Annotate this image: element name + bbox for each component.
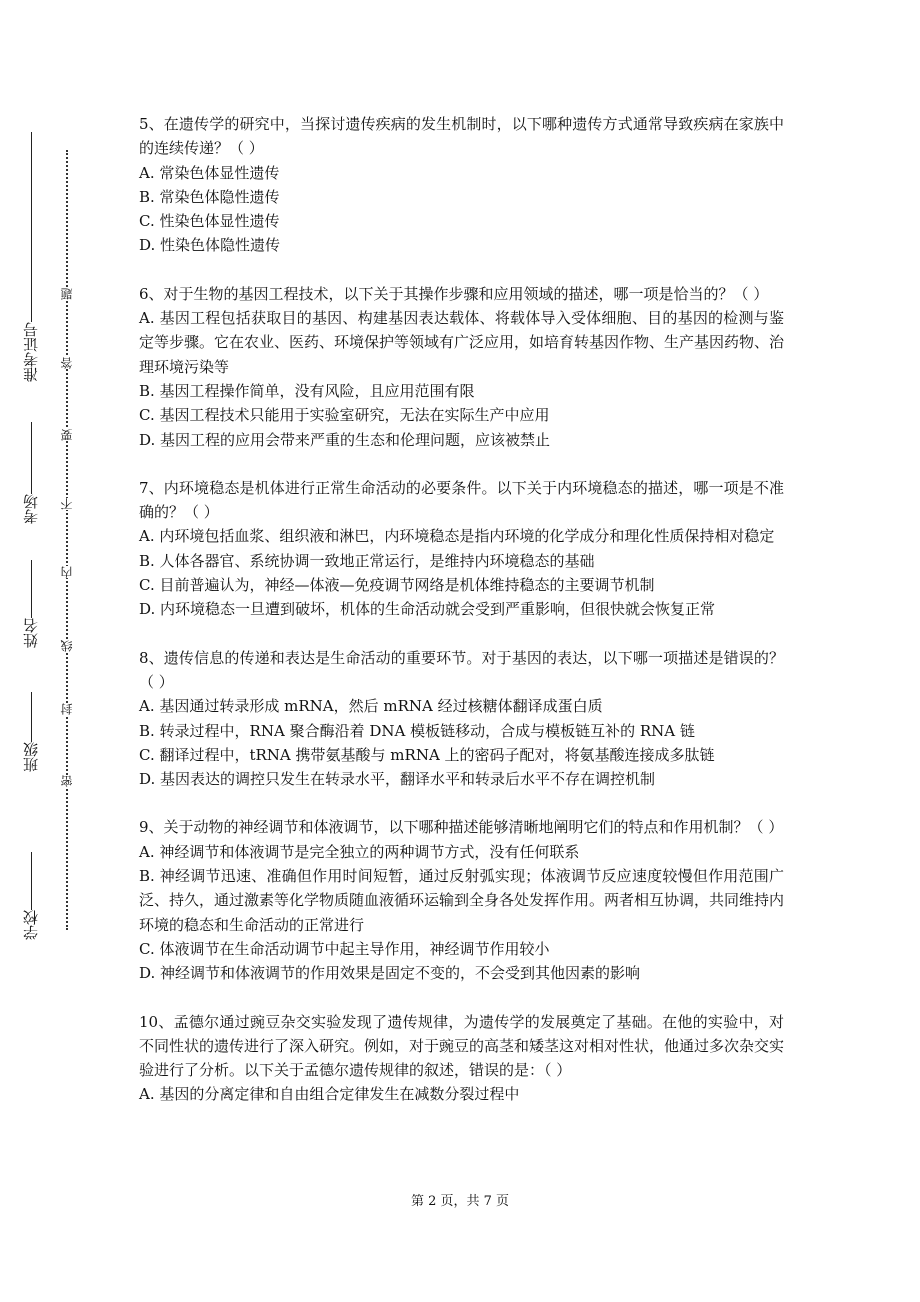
seal-char: 题	[60, 288, 74, 300]
exam-number-line	[31, 132, 32, 322]
option-d: D. 基因表达的调控只发生在转录水平，翻译水平和转录后水平不存在调控机制	[139, 770, 656, 789]
name-line	[31, 560, 32, 618]
option-c: C. 体液调节在生命活动调节中起主导作用，神经调节作用较小	[139, 939, 550, 958]
question-6	[139, 282, 784, 452]
exam-room-label: 考场	[22, 494, 40, 524]
question-stem: 8、遗传信息的传递和表达是生命活动的重要环节。对于基因的表达，以下哪一项描述是错误的？（ ）	[139, 648, 784, 691]
question-9	[139, 815, 784, 985]
exam-number-field	[18, 130, 44, 382]
name-label: 姓名	[22, 618, 40, 648]
option-b: B. 神经调节迅速、准确但作用时间短暂，通过反射弧实现；体液调节反应速度较慢但作用范围广泛、持久，通过激素等化学物质随血液循环运输到全身各处发挥作用。两者相互协调，共同维持内环境的稳态和生命活动的正常进行	[139, 867, 785, 934]
option-a: A. 常染色体显性遗传	[139, 163, 280, 182]
option-d: D. 内环境稳态一旦遭到破坏，机体的生命活动就会受到严重影响，但很快就会恢复正常	[139, 600, 716, 619]
option-c: C. 性染色体显性遗传	[139, 212, 280, 231]
seal-char: 要	[60, 429, 74, 441]
option-c: C. 目前普遍认为，神经—体液—免疫调节网络是机体维持稳态的主要调节机制	[139, 576, 655, 595]
option-d: D. 性染色体隐性遗传	[139, 236, 281, 255]
name-field	[18, 558, 44, 648]
seal-char: 封	[60, 703, 74, 715]
question-stem: 7、内环境稳态是机体进行正常生命活动的必要条件。以下关于内环境稳态的描述，哪一项是不准确的？（ ）	[139, 478, 784, 522]
exam-number-label: 准考证号	[22, 322, 40, 382]
question-10	[139, 1010, 784, 1107]
seal-line	[60, 150, 74, 930]
question-7	[139, 476, 784, 622]
option-a: A. 内环境包括血浆、组织液和淋巴，内环境稳态是指内环境的化学成分和理化性质保持相对稳定	[139, 527, 775, 546]
seal-char: 内	[60, 566, 74, 578]
seal-char: 线	[60, 640, 74, 652]
option-a: A. 基因的分离定律和自由组合定律发生在减数分裂过程中	[139, 1085, 520, 1104]
option-d: D. 神经调节和体液调节的作用效果是固定不变的，不会受到其他因素的影响	[139, 964, 641, 983]
option-a: A. 基因工程包括获取目的基因、构建基因表达载体、将载体导入受体细胞、目的基因的检测与鉴定等步骤。它在农业、医药、环境保护等领域有广泛应用，如培育转基因作物、生产基因药物、治理环境污染等	[139, 309, 785, 376]
question-stem: 9、关于动物的神经调节和体液调节，以下哪种描述能够清晰地阐明它们的特点和作用机制？（ ）	[139, 818, 784, 837]
class-line	[31, 692, 32, 742]
question-stem: 6、对于生物的基因工程技术，以下关于其操作步骤和应用领域的描述，哪一项是恰当的？（ ）	[139, 284, 769, 303]
binding-margin	[0, 0, 120, 1302]
school-line	[31, 852, 32, 910]
question-list	[139, 112, 784, 1131]
class-label: 班级	[22, 742, 40, 772]
option-a: A. 基因通过转录形成 mRNA，然后 mRNA 经过核糖体翻译成蛋白质	[139, 697, 603, 716]
seal-char: 不	[60, 498, 74, 510]
question-5	[139, 112, 784, 258]
option-d: D. 基因工程的应用会带来严重的生态和伦理问题，应该被禁止	[139, 430, 551, 449]
question-stem: 10、孟德尔通过豌豆杂交实验发现了遗传规律，为遗传学的发展奠定了基础。在他的实验中，对不同性状的遗传进行了深入研究。例如，对于豌豆的高茎和矮茎这对相对性状，他通过多次杂交实验进行了分析。以下关于孟德尔遗传规律的叙述，错误的是：（ ）	[139, 1012, 785, 1080]
option-b: B. 基因工程操作简单，没有风险，且应用范围有限	[139, 381, 475, 400]
option-a: A. 神经调节和体液调节是完全独立的两种调节方式，没有任何联系	[139, 842, 580, 861]
option-c: C. 基因工程技术只能用于实验室研究，无法在实际生产中应用	[139, 406, 550, 425]
school-field	[18, 850, 44, 940]
option-b: B. 常染色体隐性遗传	[139, 187, 280, 206]
seal-char: 密	[60, 775, 74, 787]
option-c: C. 翻译过程中，tRNA 携带氨基酸与 mRNA 上的密码子配对，将氨基酸连接成多肽链	[139, 745, 715, 764]
question-8	[139, 646, 784, 792]
option-b: B. 人体各器官、系统协调一致地正常运行，是维持内环境稳态的基础	[139, 551, 595, 570]
class-field	[18, 690, 44, 772]
seal-dotted-line	[66, 150, 68, 930]
school-label: 学校	[22, 910, 40, 940]
exam-room-field	[18, 420, 44, 524]
exam-room-line	[31, 422, 32, 494]
question-stem: 5、在遗传学的研究中，当探讨遗传疾病的发生机制时，以下哪种遗传方式通常导致疾病在家族中的连续传递？（ ）	[139, 115, 784, 158]
seal-char: 答	[60, 357, 74, 369]
page-footer: 第 2 页，共 7 页	[410, 1194, 510, 1209]
option-b: B. 转录过程中，RNA 聚合酶沿着 DNA 模板链移动，合成与模板链互补的 RNA 链	[139, 721, 695, 740]
